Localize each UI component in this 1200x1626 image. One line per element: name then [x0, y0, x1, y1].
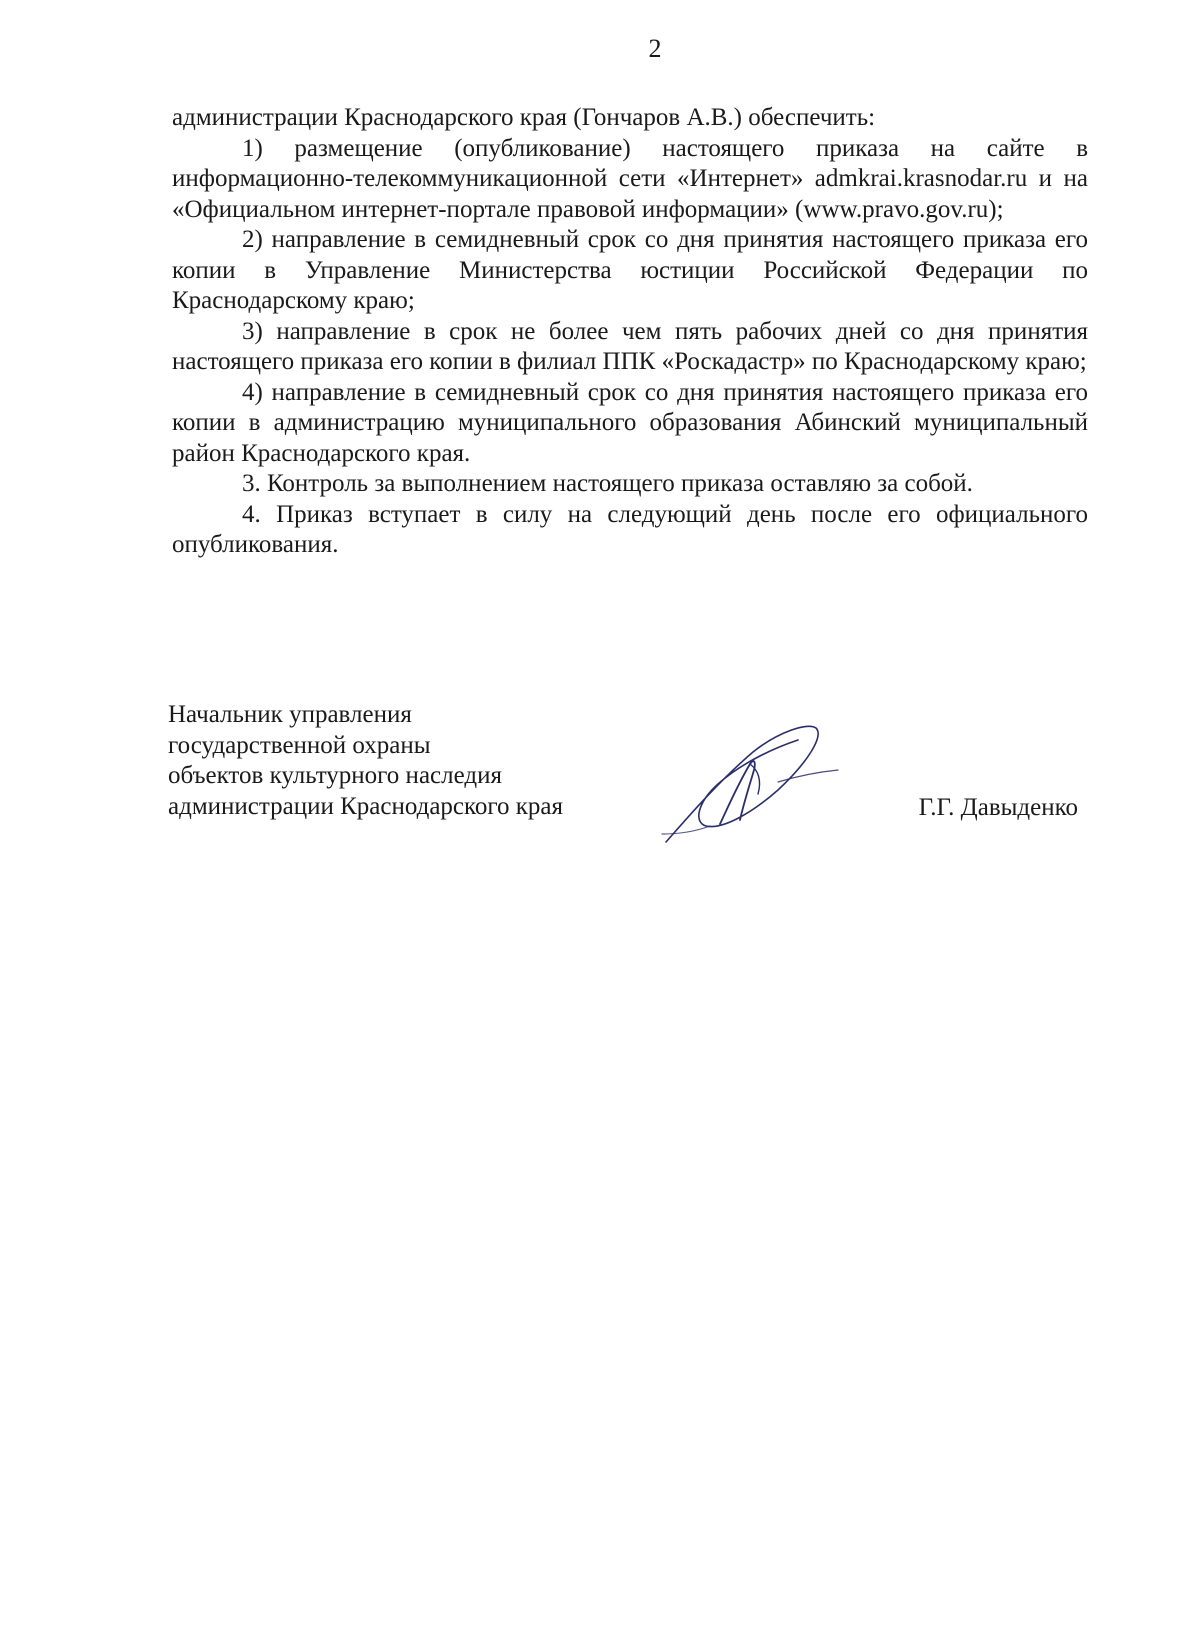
- document-body: [172, 103, 1088, 561]
- paragraph-item-2: 2) направление в семидневный срок со дня принятия настоящего приказа его копии в Управление Министерства юстиции Российской Федерации по Краснодарскому краю;: [172, 226, 1088, 314]
- paragraph-intro: администрации Краснодарского края (Гончаров А.В.) обеспечить:: [172, 104, 876, 131]
- signer-title-line: государственной охраны: [168, 731, 431, 759]
- handwritten-signature: [658, 722, 858, 847]
- paragraph-clause-3: 3. Контроль за выполнением настоящего приказа оставляю за собой.: [242, 470, 973, 497]
- signer-title-line: администрации Краснодарского края: [168, 792, 564, 820]
- page-number: 2: [648, 34, 662, 63]
- paragraph-item-3: 3) направление в срок не более чем пять рабочих дней со дня принятия настоящего приказа его копии в филиал ППК «Роскадастр» по Краснодарскому краю;: [172, 317, 1088, 375]
- signer-title-line: Начальник управления: [168, 701, 412, 728]
- signature-block: [168, 700, 1088, 870]
- signer-title-line: объектов культурного наследия: [168, 762, 502, 789]
- paragraph-item-1: 1) размещение (опубликование) настоящего приказа на сайте в информационно-телекоммуникационной сети «Интернет» admkrai.krasnodar.ru и на «Официальном интернет-портале правовой информации» (www.pravo.gov.ru);: [172, 134, 1088, 223]
- signer-name: Г.Г. Давыденко: [918, 794, 1078, 821]
- paragraph-item-4: 4) направление в семидневный срок со дня принятия настоящего приказа его копии в администрацию муниципального образования Абинский муниципальный район Краснодарского края.: [172, 378, 1088, 467]
- signer-title: [168, 700, 563, 822]
- paragraph-clause-4: 4. Приказ вступает в силу на следующий день после его официального опубликования.: [172, 500, 1088, 558]
